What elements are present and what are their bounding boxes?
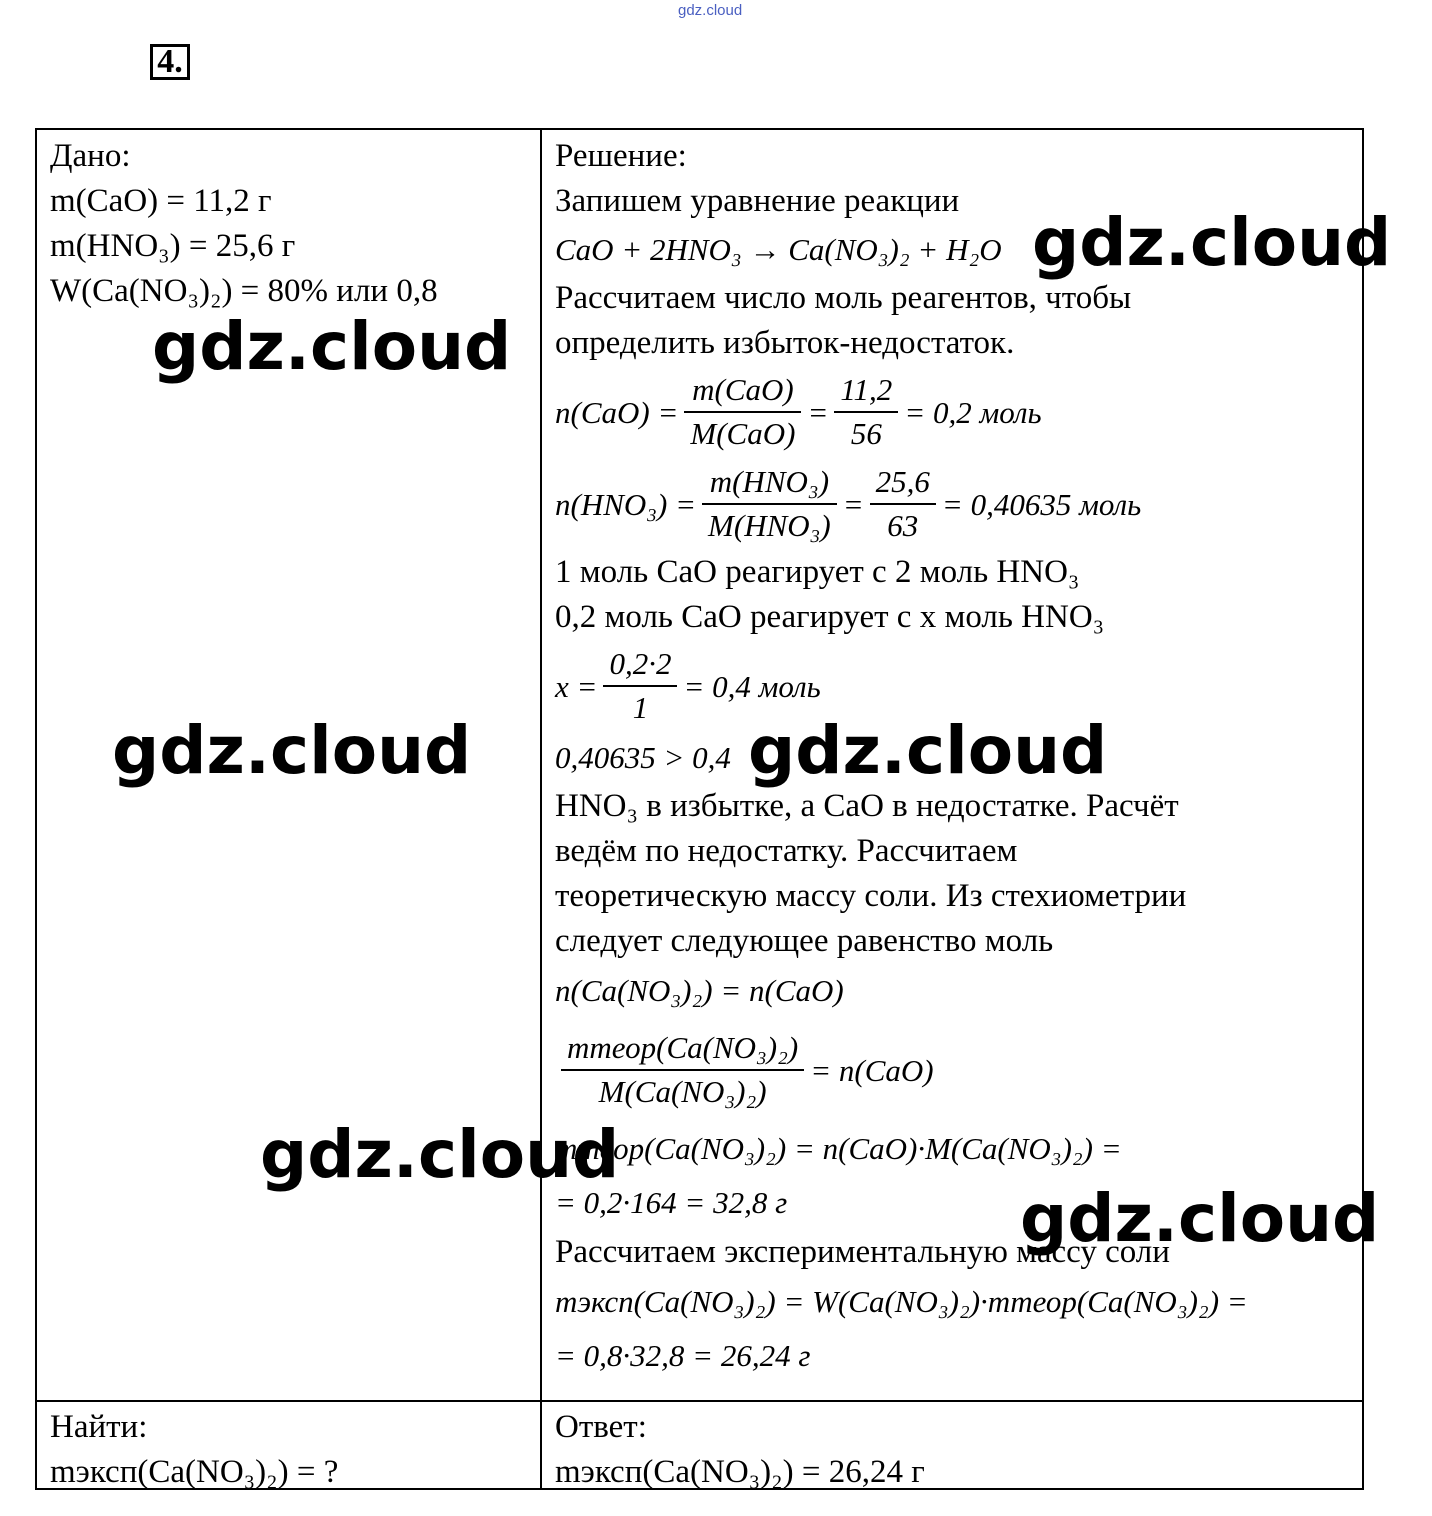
equals-sign: = bbox=[807, 394, 829, 430]
find-cell bbox=[50, 1405, 338, 1495]
denominator: M(HNO₃) bbox=[708, 508, 831, 543]
solution-intro: Запишем уравнение реакции bbox=[555, 183, 960, 219]
row-divider bbox=[37, 1400, 1362, 1402]
solution-text: Рассчитаем число моль реагентов, чтобы bbox=[555, 280, 1132, 316]
formula-mole-equality: n(Ca(NO₃)₂) = n(CaO) bbox=[555, 973, 844, 1008]
site-mark: gdz.cloud bbox=[678, 2, 743, 19]
fraction bbox=[834, 369, 898, 455]
given-line: m(HNO₃) = 25,6 г bbox=[50, 228, 296, 264]
formula-result: = 0,2 моль bbox=[904, 394, 1042, 430]
solution-text: следует следующее равенство моль bbox=[555, 923, 1054, 959]
reaction-equation: CaO + 2HNO₃ → Ca(NO₃)₂ + H₂O bbox=[555, 232, 1002, 267]
numerator: 25,6 bbox=[870, 461, 936, 505]
given-line: m(CaO) = 11,2 г bbox=[50, 183, 272, 219]
formula-lhs: x = bbox=[555, 668, 598, 704]
formula-lhs: n(CaO) = bbox=[555, 394, 679, 430]
watermark: gdz.cloud bbox=[748, 712, 1108, 789]
denominator: M(Ca(NO₃)₂) bbox=[598, 1074, 767, 1109]
solution-text: HNO₃ в избытке, а CaO в недостатке. Расчёт bbox=[555, 788, 1179, 824]
watermark: gdz.cloud bbox=[1020, 1180, 1380, 1257]
equals-sign: = bbox=[842, 486, 864, 522]
numerator: 11,2 bbox=[834, 369, 898, 413]
solution-text: ведём по недостатку. Рассчитаем bbox=[555, 833, 1018, 869]
watermark: gdz.cloud bbox=[260, 1116, 620, 1193]
formula-experimental-value: = 0,8·32,8 = 26,24 г bbox=[555, 1338, 811, 1373]
formula-n-hno3 bbox=[555, 458, 1248, 550]
formula-mass-ratio bbox=[555, 1018, 1248, 1122]
fraction bbox=[702, 461, 837, 547]
given-cell bbox=[50, 134, 438, 314]
fraction bbox=[684, 369, 801, 455]
comparison: 0,40635 > 0,4 bbox=[555, 740, 731, 775]
formula-theoretical-value: = 0,2·164 = 32,8 г bbox=[555, 1185, 788, 1220]
formula-lhs: n(HNO₃) = bbox=[555, 486, 697, 522]
answer-title: Ответ: bbox=[555, 1409, 647, 1445]
watermark: gdz.cloud bbox=[152, 308, 512, 385]
formula-result: = 0,4 моль bbox=[683, 668, 821, 704]
formula-experimental-mass: mэксп(Ca(NO₃)₂) = W(Ca(NO₃)₂)·mтеор(Ca(NO₃)₂) = bbox=[555, 1284, 1248, 1319]
solution-text: Рассчитаем экспериментальную массу соли bbox=[555, 1234, 1170, 1270]
fraction bbox=[870, 461, 936, 547]
formula-result: = 0,40635 моль bbox=[941, 486, 1142, 522]
formula-theoretical-mass: mтеор(Ca(NO₃)₂) = n(CaO)·M(Ca(NO₃)₂) = bbox=[555, 1131, 1122, 1166]
answer-line: mэксп(Ca(NO₃)₂) = 26,24 г bbox=[555, 1454, 925, 1490]
find-line: mэксп(Ca(NO₃)₂) = ? bbox=[50, 1454, 339, 1490]
fraction bbox=[603, 643, 677, 729]
denominator: 56 bbox=[850, 416, 882, 451]
denominator: M(CaO) bbox=[690, 416, 796, 451]
given-line: W(Ca(NO₃)₂) = 80% или 0,8 bbox=[50, 273, 438, 309]
solution-text: 0,2 моль CaO реагирует с x моль HNO₃ bbox=[555, 599, 1105, 635]
formula-result: = n(CaO) bbox=[810, 1052, 934, 1088]
formula-n-cao bbox=[555, 366, 1248, 458]
find-title: Найти: bbox=[50, 1409, 148, 1445]
task-number: 4. bbox=[150, 44, 190, 80]
numerator: mтеор(Ca(NO₃)₂) bbox=[561, 1027, 804, 1071]
watermark: gdz.cloud bbox=[1032, 204, 1392, 281]
numerator: m(HNO₃) bbox=[702, 461, 837, 505]
solution-text: 1 моль CaO реагирует с 2 моль HNO₃ bbox=[555, 554, 1080, 590]
answer-cell bbox=[555, 1405, 925, 1495]
denominator: 1 bbox=[632, 690, 649, 725]
solution-text: определить избыток-недостаток. bbox=[555, 325, 1015, 361]
fraction bbox=[561, 1027, 804, 1113]
solution-text: теоретическую массу соли. Из стехиометрии bbox=[555, 878, 1187, 914]
numerator: 0,2·2 bbox=[603, 643, 677, 687]
given-title: Дано: bbox=[50, 138, 131, 174]
denominator: 63 bbox=[887, 508, 919, 543]
numerator: m(CaO) bbox=[684, 369, 801, 413]
column-divider bbox=[540, 130, 542, 1488]
watermark: gdz.cloud bbox=[112, 712, 472, 789]
solution-title: Решение: bbox=[555, 138, 687, 174]
